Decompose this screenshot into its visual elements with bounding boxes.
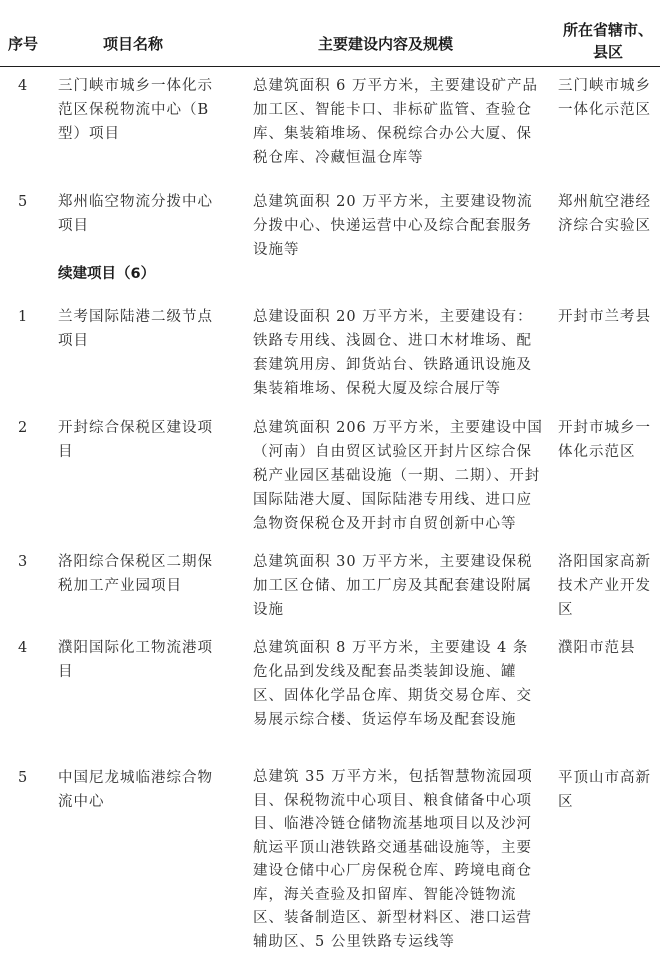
row-location: 平顶山市高新区 (558, 770, 651, 810)
row-seq: 4 (18, 78, 29, 94)
row-seq: 5 (18, 194, 29, 210)
row-content: 总建筑 35 万平方米，包括智慧物流园项目、保税物流中心项目、粮食储备中心项目、临港冷链仓储物流基地项目以及沙河航运平顶山港铁路交通基础设施等，主要建设仓储中心厂房保税仓库、跨境电商仓库，海关查验及扣留库、智能冷链物流区、装备制造区、新型材料区、港口运营辅助区、5 公里铁路专运线等 (253, 769, 533, 950)
row-project-name: 濮阳国际化工物流港项目 (58, 640, 213, 680)
row-content: 总建筑面积 6 万平方米，主要建设矿产品加工区、智能卡口、非标矿监管、查验仓库、集装箱堆场、保税综合办公大厦、保税仓库、冷藏恒温仓库等 (253, 78, 538, 166)
header-divider (0, 66, 660, 67)
row-content: 总建筑面积 8 万平方米，主要建设 4 条危化品到发线及配套品类装卸设施、罐区、固体化学品仓库、期货交易仓库、交易展示综合楼、货运停车场及配套设施 (253, 640, 532, 728)
header-construction-content: 主要建设内容及规模 (318, 35, 454, 53)
row-project-name: 郑州临空物流分拨中心项目 (58, 194, 213, 234)
row-content: 总建筑面积 30 万平方米，主要建设保税加工区仓储、加工厂房及其配套建设附属设施 (253, 554, 533, 618)
row-project-name: 洛阳综合保税区二期保税加工产业园项目 (58, 554, 213, 594)
row-location: 濮阳市范县 (558, 640, 636, 656)
row-project-name: 三门峡市城乡一体化示范区保税物流中心（B型）项目 (58, 78, 213, 142)
row-project-name: 兰考国际陆港二级节点项目 (58, 309, 213, 349)
row-seq: 2 (18, 420, 29, 436)
row-project-name: 中国尼龙城临港综合物流中心 (58, 770, 213, 810)
row-seq: 3 (18, 554, 29, 570)
row-location: 郑州航空港经济综合实验区 (558, 194, 651, 234)
row-content: 总建设面积 20 万平方米，主要建设有：铁路专用线、浅圆仓、进口木材堆场、配套建筑用房、卸货站台、铁路通讯设施及集装箱堆场、保税大厦及综合展厅等 (253, 309, 533, 397)
section-heading-continued: 续建项目（6） (58, 266, 156, 282)
row-content: 总建筑面积 206 万平方米，主要建设中国（河南）自由贸区试验区开封片区综合保税产业园区基础设施（一期、二期）、开封国际陆港大厦、国际陆港专用线、进口应急物资保税仓及开封市自贸创新中心等 (253, 420, 543, 532)
row-location: 开封市兰考县 (558, 309, 651, 325)
row-seq: 4 (18, 640, 29, 656)
header-seq: 序号 (8, 35, 39, 53)
row-content: 总建筑面积 20 万平方米，主要建设物流分拨中心、快递运营中心及综合配套服务设施等 (253, 194, 533, 258)
header-location: 所在省辖市、县区 (562, 21, 653, 61)
row-location: 洛阳国家高新技术产业开发区 (558, 554, 651, 618)
row-seq: 5 (18, 770, 29, 786)
row-location: 开封市城乡一体化示范区 (558, 420, 651, 460)
header-project-name: 项目名称 (103, 35, 164, 53)
row-location: 三门峡市城乡一体化示范区 (558, 78, 651, 118)
row-seq: 1 (18, 309, 29, 325)
row-project-name: 开封综合保税区建设项目 (58, 420, 213, 460)
